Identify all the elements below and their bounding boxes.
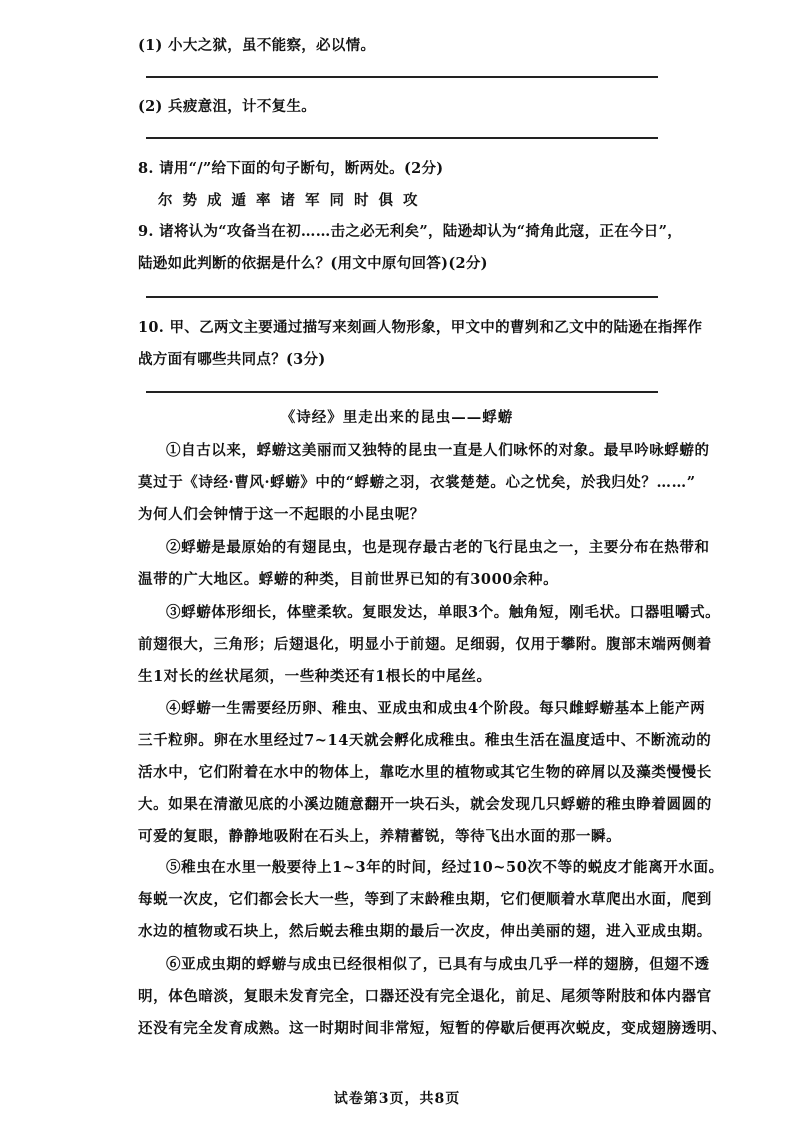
question-9-line-1: 9. 诸将认为“攻备当在初……击之必无利矣”，陆逊却认为“掎角此寇，正在今日”， — [138, 223, 683, 240]
question-9-line-2: 陆逊如此判断的依据是什么？(用文中原句回答)(2分) — [138, 255, 488, 272]
answer-line — [146, 391, 658, 393]
paragraph-line: ⑤稚虫在水里一般要待上1~3年的时间，经过10~50次不等的蜕皮才能离开水面。 — [166, 859, 724, 876]
paragraph-line: 可爱的复眼，静静地吸附在石头上，养精蓄锐，等待飞出水面的那一瞬。 — [138, 828, 622, 845]
paragraph-6 — [138, 949, 727, 1045]
question-10-line-1: 10. 甲、乙两文主要通过描写来刻画人物形象，甲文中的曹刿和乙文中的陆逊在指挥作 — [138, 319, 703, 336]
paragraph-line: 莫过于《诗经·曹风·蜉蝣》中的“蜉蝣之羽，衣裳楚楚。心之忧矣，於我归处？……” — [138, 474, 696, 491]
paragraph-line: ④蜉蝣一生需要经历卵、稚虫、亚成虫和成虫4个阶段。每只雌蜉蝣基本上能产两 — [166, 700, 706, 717]
paragraph-line: 水边的植物或石块上，然后蜕去稚虫期的最后一次皮，伸出美丽的翅，进入亚成虫期。 — [138, 923, 712, 940]
question-8-sentence: 尔势成遁率诸军同时俱攻 — [158, 192, 428, 209]
answer-line — [146, 137, 658, 139]
question-7-item-2: (2) 兵疲意沮，计不复生。 — [138, 98, 317, 115]
question-10-line-2: 战方面有哪些共同点？(3分) — [138, 351, 326, 368]
paragraph-5 — [138, 852, 724, 948]
paragraph-line: 三千粒卵。卵在水里经过7~14天就会孵化成稚虫。稚虫生活在温度适中、不断流动的 — [138, 732, 712, 749]
answer-line — [146, 296, 658, 298]
paragraph-line: 前翅很大，三角形；后翅退化，明显小于前翅。足细弱，仅用于攀附。腹部末端两侧着 — [138, 636, 712, 653]
paragraph-line: 温带的广大地区。蜉蝣的种类，目前世界已知的有3000余种。 — [138, 571, 559, 588]
question-8-prompt: 8. 请用“/”给下面的句子断句，断两处。(2分) — [138, 160, 444, 177]
paragraph-line: 每蜕一次皮，它们都会长大一些，等到了末龄稚虫期，它们便顺着水草爬出水面，爬到 — [138, 891, 712, 908]
paragraph-line: ⑥亚成虫期的蜉蝣与成虫已经很相似了，已具有与成虫几乎一样的翅膀，但翅不透 — [166, 956, 710, 973]
paragraph-line: 为何人们会钟情于这一不起眼的小昆虫呢？ — [138, 506, 425, 523]
paragraph-line: 生1对长的丝状尾须，一些种类还有1根长的中尾丝。 — [138, 668, 492, 685]
page-footer: 试卷第3页，共8页 — [333, 1091, 461, 1107]
answer-line — [146, 76, 658, 78]
paragraph-line: ②蜉蝣是最原始的有翅昆虫，也是现存最古老的飞行昆虫之一，主要分布在热带和 — [166, 539, 710, 556]
paragraph-2 — [138, 532, 710, 596]
paragraph-3 — [138, 597, 721, 693]
article-title: 《诗经》里走出来的昆虫——蜉蝣 — [280, 409, 514, 426]
paragraph-4 — [138, 693, 712, 853]
paragraph-line: ①自古以来，蜉蝣这美丽而又独特的昆虫一直是人们咏怀的对象。最早吟咏蜉蝣的 — [166, 442, 710, 459]
paragraph-line: 大。如果在清澈见底的小溪边随意翻开一块石头，就会发现几只蜉蝣的稚虫睁着圆圆的 — [138, 796, 712, 813]
paragraph-line: 活水中，它们附着在水中的物体上，靠吃水里的植物或其它生物的碎屑以及藻类慢慢长 — [138, 764, 712, 781]
paragraph-line: 还没有完全发育成熟。这一时期时间非常短，短暂的停歇后便再次蜕皮，变成翅膀透明、 — [138, 1020, 727, 1037]
paragraph-1 — [138, 435, 710, 531]
paragraph-line: 明，体色暗淡，复眼未发育完全，口器还没有完全退化，前足、尾须等附肢和体内器官 — [138, 988, 712, 1005]
paragraph-line: ③蜉蝣体形细长，体壁柔软。复眼发达，单眼3个。触角短，刚毛状。口器咀嚼式。 — [166, 604, 721, 621]
question-7-item-1: (1) 小大之狱，虽不能察，必以情。 — [138, 37, 376, 54]
